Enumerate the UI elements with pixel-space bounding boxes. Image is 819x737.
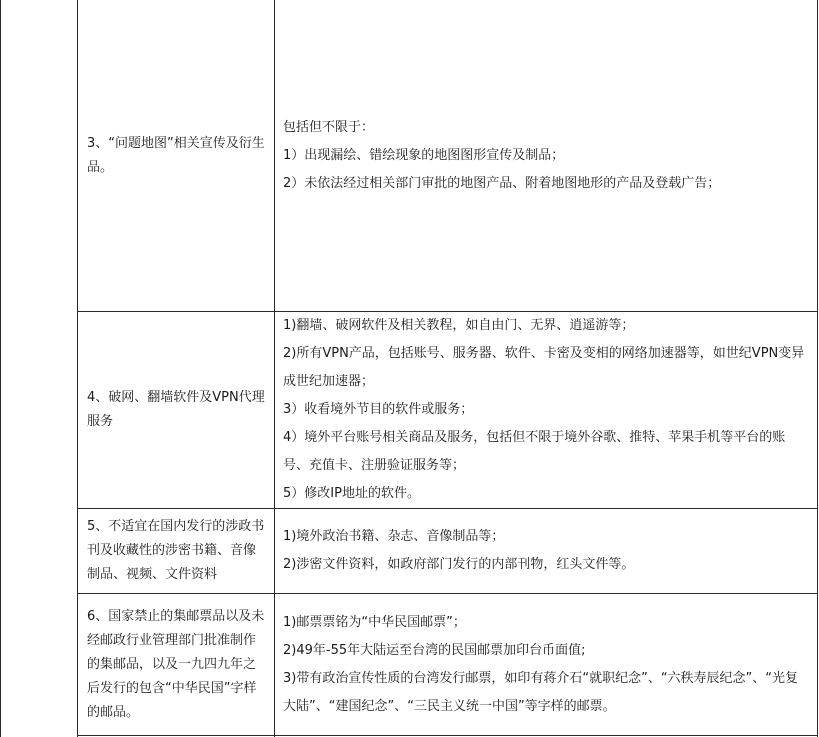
category-text: 6、国家禁止的集邮票品以及未经邮政行业管理部门批准制作的集邮品，以及一九四九年之后发行的包含“中华民国”字样的邮品。 (87, 608, 265, 720)
description-line: 包括但不限于： (283, 119, 375, 135)
table-row-description (275, 0, 817, 311)
description-line: 1)境外政治书籍、杂志、音像制品等； (283, 529, 505, 544)
table-row-description (275, 594, 817, 735)
table-border-right (817, 0, 818, 737)
table-row-description (275, 509, 817, 593)
description-line: 4）境外平台账号相关商品及服务，包括但不限于境外谷歌、推特、苹果手机等平台的账号、充值卡、注册验证服务等； (283, 430, 786, 473)
description-line: 2）未依法经过相关部门审批的地图产品、附着地图地形的产品及登载广告； (283, 175, 721, 191)
description-line: 2)所有VPN产品，包括账号、服务器、软件、卡密及变相的网络加速器等，如世纪VPN变异成世纪加速器； (283, 346, 805, 389)
table-row-description (275, 312, 817, 508)
description-line: 3）收看境外节目的软件或服务； (283, 402, 474, 417)
table-row-divider (78, 735, 818, 736)
description-line: 2)49年-55年大陆运至台湾的民国邮票加印台币面值; (283, 642, 586, 658)
table-border-left (0, 0, 1, 737)
table-row-category (78, 509, 274, 593)
description-line: 1)邮票票铭为“中华民国邮票”； (283, 614, 466, 630)
table-row-category (78, 0, 274, 311)
table-row-category (78, 312, 274, 508)
description-line: 1）出现漏绘、错绘现象的地图图形宣传及制品； (283, 147, 565, 163)
table-row-category (78, 594, 274, 735)
description-line: 5）修改IP地址的软件。 (283, 486, 420, 501)
category-text: 4、破网、翻墙软件及VPN代理服务 (87, 390, 265, 429)
description-line: 3)带有政治宣传性质的台湾发行邮票，如印有蒋介石“就职纪念”、“六秩寿辰纪念”、“光复大陆”、“建国纪念”、“三民主义统一中国”等字样的邮票。 (283, 670, 799, 714)
category-text: 3、“问题地图”相关宣传及衍生品。 (87, 135, 265, 175)
description-line: 2)涉密文件资料，如政府部门发行的内部刊物，红头文件等。 (283, 557, 635, 572)
description-line: 1)翻墙、破网软件及相关教程，如自由门、无界、逍遥游等； (283, 318, 635, 333)
category-text: 5、不适宜在国内发行的涉政书刊及收藏性的涉密书籍、音像制品、视频、文件资料 (87, 519, 265, 582)
